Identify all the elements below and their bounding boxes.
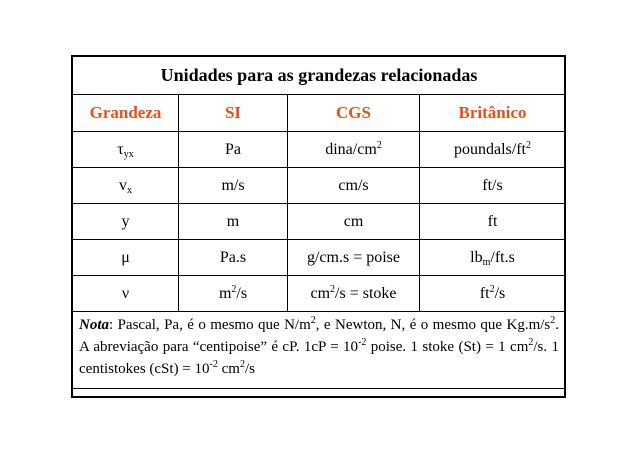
quantity-symbol: τ	[117, 140, 124, 158]
british-cell: ft/s	[420, 168, 566, 204]
british-unit-tail: /s	[494, 284, 506, 302]
note-sup: 2	[550, 315, 556, 326]
si-cell: m	[179, 204, 288, 240]
si-cell: Pa	[179, 132, 288, 168]
si-exponent: 2	[231, 283, 237, 295]
si-unit: m	[218, 284, 232, 302]
note-sup: -2	[209, 359, 218, 370]
cgs-exponent: 2	[376, 139, 382, 151]
note-part: : Pascal, Pa, é o mesmo que N/m	[109, 317, 311, 333]
units-table	[72, 56, 566, 389]
note-part: poise. 1 stoke (St) = 1 cm	[366, 339, 529, 355]
note-part: . A abreviação para “centipoise” é cP. 1cP = 10	[79, 317, 559, 355]
cgs-unit-tail: /s = stoke	[335, 284, 397, 302]
cgs-cell	[288, 132, 420, 168]
si-cell: Pa.s	[179, 240, 288, 276]
table-row	[73, 276, 566, 312]
note-sup: -2	[358, 337, 367, 348]
note-label: Nota	[79, 317, 109, 333]
british-cell: ft	[420, 204, 566, 240]
note-part: /s	[244, 361, 255, 377]
note-row	[73, 312, 566, 389]
cgs-unit: cm	[310, 284, 331, 302]
cgs-cell: cm/s	[288, 168, 420, 204]
british-unit: lb	[470, 248, 483, 266]
si-unit-tail: /s	[236, 284, 248, 302]
british-cell	[420, 240, 566, 276]
quantity-cell: μ	[73, 240, 179, 276]
note-sup: 2	[528, 337, 534, 348]
british-exponent: 2	[526, 139, 531, 151]
quantity-cell	[73, 132, 179, 168]
quantity-cell: ν	[73, 276, 179, 312]
british-unit: poundals/ft	[454, 140, 526, 158]
header-grandeza: Grandeza	[73, 95, 179, 132]
quantity-symbol: v	[119, 176, 127, 194]
note-sup: 2	[310, 315, 316, 326]
table-title: Unidades para as grandezas relacionadas	[73, 57, 566, 95]
note-part: , e Newton, N, é o mesmo que Kg.m/s	[315, 317, 551, 333]
table-row	[73, 204, 566, 240]
cgs-cell: g/cm.s = poise	[288, 240, 420, 276]
si-cell	[179, 276, 288, 312]
british-cell	[420, 276, 566, 312]
cgs-cell	[288, 276, 420, 312]
quantity-subscript: x	[127, 184, 132, 196]
quantity-subscript: yx	[123, 148, 134, 160]
header-britanico: Britânico	[420, 95, 566, 132]
table-row	[73, 240, 566, 276]
british-cell	[420, 132, 566, 168]
british-unit-tail: /ft.s	[490, 248, 515, 266]
si-cell: m/s	[179, 168, 288, 204]
quantity-cell: y	[73, 204, 179, 240]
british-unit: ft	[479, 284, 490, 302]
note-part: /s. 1 centistokes (cSt) = 10	[79, 339, 560, 377]
cgs-cell: cm	[288, 204, 420, 240]
header-cgs: CGS	[288, 95, 420, 132]
table-row	[73, 168, 566, 204]
british-subscript: m	[482, 256, 491, 268]
cgs-unit: dina/cm	[325, 140, 377, 158]
note-sup: 2	[239, 359, 245, 370]
table-row	[73, 132, 566, 168]
note-part: cm	[217, 361, 240, 377]
header-row	[73, 95, 566, 132]
header-si: SI	[179, 95, 288, 132]
british-exponent: 2	[489, 283, 495, 295]
title-row	[73, 57, 566, 95]
note-text	[73, 312, 566, 389]
quantity-cell	[73, 168, 179, 204]
cgs-exponent: 2	[330, 283, 336, 295]
